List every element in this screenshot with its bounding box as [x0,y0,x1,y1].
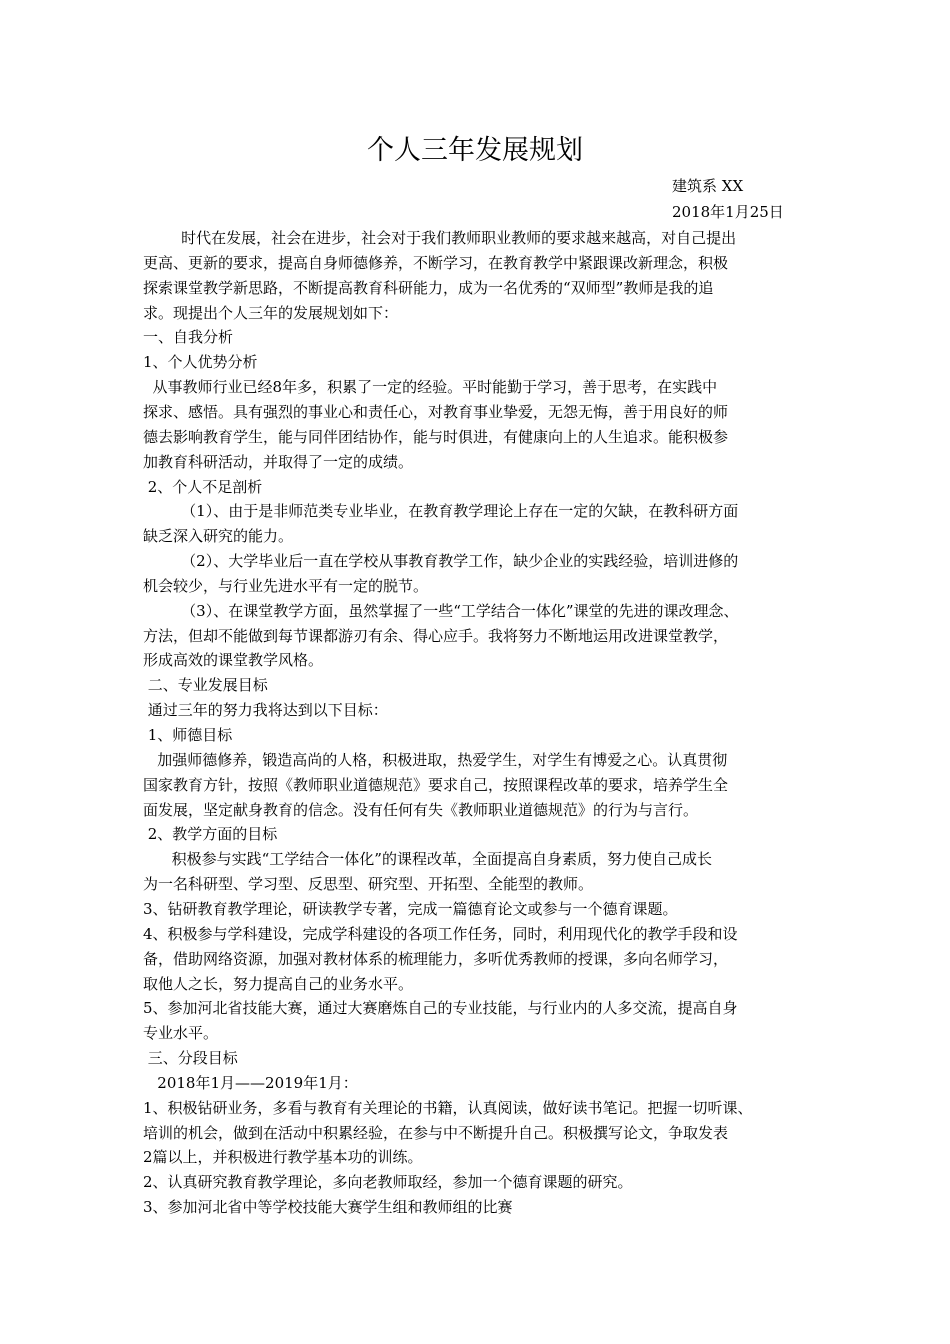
text-line: （1）、由于是非师范类专业毕业，在教育教学理论上存在一定的欠缺，在教科研方面 [143,502,739,521]
text-line: 形成高效的课堂教学风格。 [143,651,324,670]
text-line: 3、参加河北省中等学校技能大赛学生组和教师组的比赛 [143,1198,513,1217]
text-line: 通过三年的努力我将达到以下目标： [143,701,388,720]
text-line: 1、师德目标 [143,726,233,744]
text-line: 求。现提出个人三年的发展规划如下： [143,303,399,322]
text-line: 时代在发展，社会在进步，社会对于我们教师职业教师的要求越来越高，对自己提出 [143,229,737,247]
text-line: 国家教育方针，按照《教师职业道德规范》要求自己，按照课程改革的要求，培养学生全 [143,775,729,794]
text-line: 二、专业发展目标 [143,676,268,695]
text-line: 2、教学方面的目标 [143,825,278,844]
text-line: 积极参与实践“工学结合一体化”的课程改革，全面提高自身素质，努力使自己成长 [143,850,712,869]
text-line: 加强师德修养，锻造高尚的人格，积极进取，热爱学生，对学生有博爱之心。认真贯彻 [143,750,728,769]
text-line: 缺乏深入研究的能力。 [143,527,294,546]
text-line: 取他人之长，努力提高自己的业务水平。 [143,974,414,993]
text-line: 为一名科研型、学习型、反思型、研究型、开拓型、全能型的教师。 [143,875,594,894]
document-title: 个人三年发展规划 [367,135,583,166]
text-line: 1、积极钻研业务，多看与教育有关理论的书籍，认真阅读，做好读书笔记。把握一切听课、 [143,1098,753,1117]
text-line: 2篇以上，并积极进行教学基本功的训练。 [143,1148,423,1167]
text-line: 1、个人优势分析 [143,353,258,372]
text-line: 备，借助网络资源，加强对教材体系的梳理能力，多听优秀教师的授课，多向名师学习， [143,949,729,968]
text-line: 专业水平。 [143,1024,219,1043]
text-line: 面发展，坚定献身教育的信念。没有任何有失《教师职业道德规范》的行为与言行。 [143,800,699,819]
text-line: 2018年1月——2019年1月： [143,1073,358,1092]
text-line: 德去影响教育学生，能与同伴团结协作，能与时俱进，有健康向上的人生追求。能积极参 [143,427,729,446]
text-line: 5、参加河北省技能大赛，通过大赛磨炼自己的专业技能，与行业内的人多交流，提高自身 [143,999,738,1018]
text-line: 探求、感悟。具有强烈的事业心和责任心，对教育事业挚爱，无怨无悔，善于用良好的师 [143,402,729,421]
text-line: 加教育科研活动，并取得了一定的成绩。 [143,452,414,471]
text-line: 2、个人不足剖析 [143,477,263,496]
text-line: 三、分段目标 [143,1049,238,1068]
text-line: 从事教师行业已经8年多，积累了一定的经验。平时能勤于学习，善于思考，在实践中 [143,378,718,397]
author-line: 建筑系 XX [672,177,744,195]
text-line: 探索课堂教学新思路，不断提高教育科研能力，成为一名优秀的“双师型”教师是我的追 [143,278,714,297]
text-line: 更高、更新的要求，提高自身师德修养，不断学习，在教育教学中紧跟课改新理念，积极 [143,253,729,272]
text-line: 2、认真研究教育教学理论，多向老教师取经，参加一个德育课题的研究。 [143,1173,633,1192]
text-line: 一、自我分析 [143,328,234,347]
text-line: 4、积极参与学科建设，完成学科建设的各项工作任务，同时，利用现代化的教学手段和设 [143,924,738,943]
date-line: 2018年1月25日 [672,203,784,221]
text-line: 机会较少，与行业先进水平有一定的脱节。 [143,576,429,595]
text-line: 培训的机会，做到在活动中积累经验，在参与中不断提升自己。积极撰写论文，争取发表 [143,1123,729,1142]
text-line: （2）、大学毕业后一直在学校从事教育教学工作，缺少企业的实践经验，培训进修的 [143,552,739,571]
text-line: 3、钻研教育教学理论，研读教学专著，完成一篇德育论文或参与一个德育课题。 [143,899,678,918]
text-line: （3）、在课堂教学方面，虽然掌握了一些“工学结合一体化”课堂的先进的课改理念、 [143,601,739,620]
text-line: 方法，但却不能做到每节课都游刃有余、得心应手。我将努力不断地运用改进课堂教学， [143,626,729,645]
